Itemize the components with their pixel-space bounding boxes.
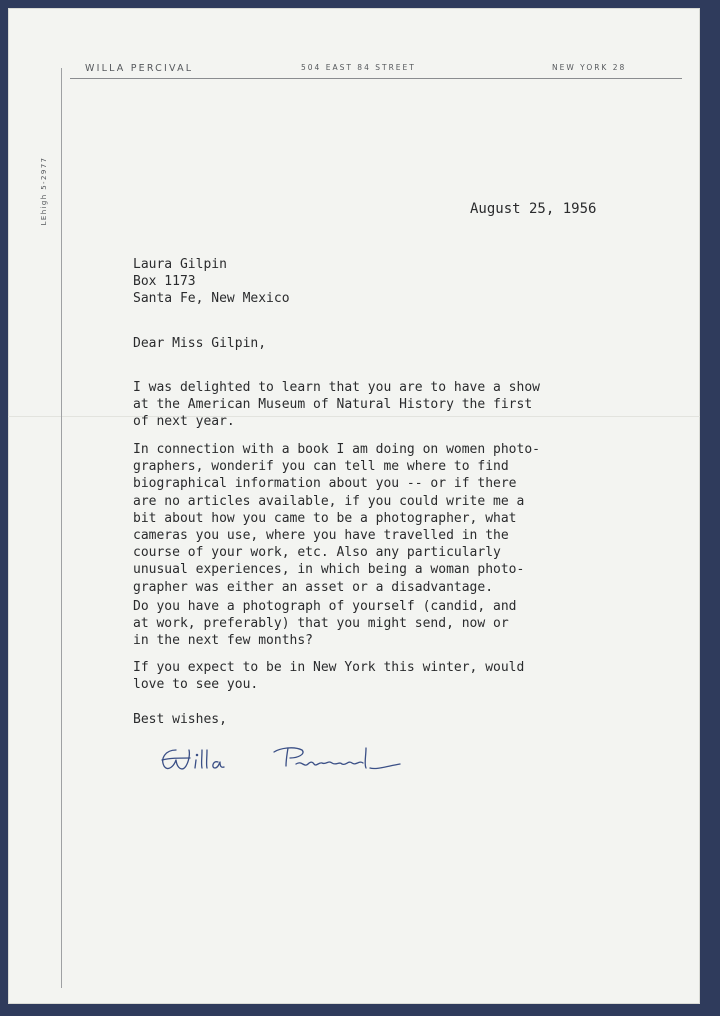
letter-date: August 25, 1956 (470, 201, 597, 217)
paragraph-line: are no articles available, if you could write me a (133, 493, 525, 509)
paragraph-line: Do you have a photograph of yourself (candid, and (133, 599, 517, 614)
letterhead-name: WILLA PERCIVAL (85, 63, 194, 74)
paragraph-line: grapher was either an asset or a disadvantage. (133, 579, 494, 595)
paragraph-line: course of your work, etc. Also any particularly (133, 545, 501, 561)
letterhead-phone-wrap (38, 136, 50, 246)
letterhead-rule (70, 78, 682, 79)
paragraph-line: graphers, wonderif you can tell me where to find (133, 459, 509, 475)
paragraph-line: cameras you use, where you have travelled in the (133, 527, 509, 543)
paragraph-line: at the American Museum of Natural History the first (133, 397, 533, 413)
letter-sheet (8, 8, 700, 1004)
paragraph-2 (133, 441, 540, 596)
letterhead-address: 504 EAST 84 STREET (301, 63, 416, 72)
paragraph-line: I was delighted to learn that you are to have a show (133, 380, 540, 395)
margin-rule (61, 68, 62, 988)
paragraph-line: love to see you. (133, 677, 259, 693)
paragraph-line: If you expect to be in New York this winter, would (133, 660, 525, 675)
paragraph-line: biographical information about you -- or if there (133, 476, 517, 492)
recipient-line: Laura Gilpin (133, 257, 227, 272)
closing: Best wishes, (133, 712, 227, 727)
paragraph-line: in the next few months? (133, 633, 314, 649)
recipient-line: Box 1173 (133, 274, 196, 290)
signature (156, 736, 416, 784)
paragraph-line: In connection with a book I am doing on women photo- (133, 442, 540, 457)
letterhead-city: NEW YORK 28 (552, 63, 627, 72)
paragraph-line: at work, preferably) that you might send, now or (133, 616, 509, 632)
paragraph-line: of next year. (133, 414, 235, 430)
letterhead-phone: LEhigh 5-2977 (40, 156, 48, 226)
paragraph-line: unusual experiences, in which being a woman photo- (133, 562, 525, 578)
paragraph-line: bit about how you came to be a photographer, what (133, 510, 517, 526)
salutation: Dear Miss Gilpin, (133, 336, 267, 351)
recipient-line: Santa Fe, New Mexico (133, 291, 290, 307)
paragraph-4 (133, 659, 524, 693)
paragraph-3 (133, 598, 517, 650)
recipient-address (133, 256, 290, 308)
paragraph-1 (133, 379, 540, 431)
